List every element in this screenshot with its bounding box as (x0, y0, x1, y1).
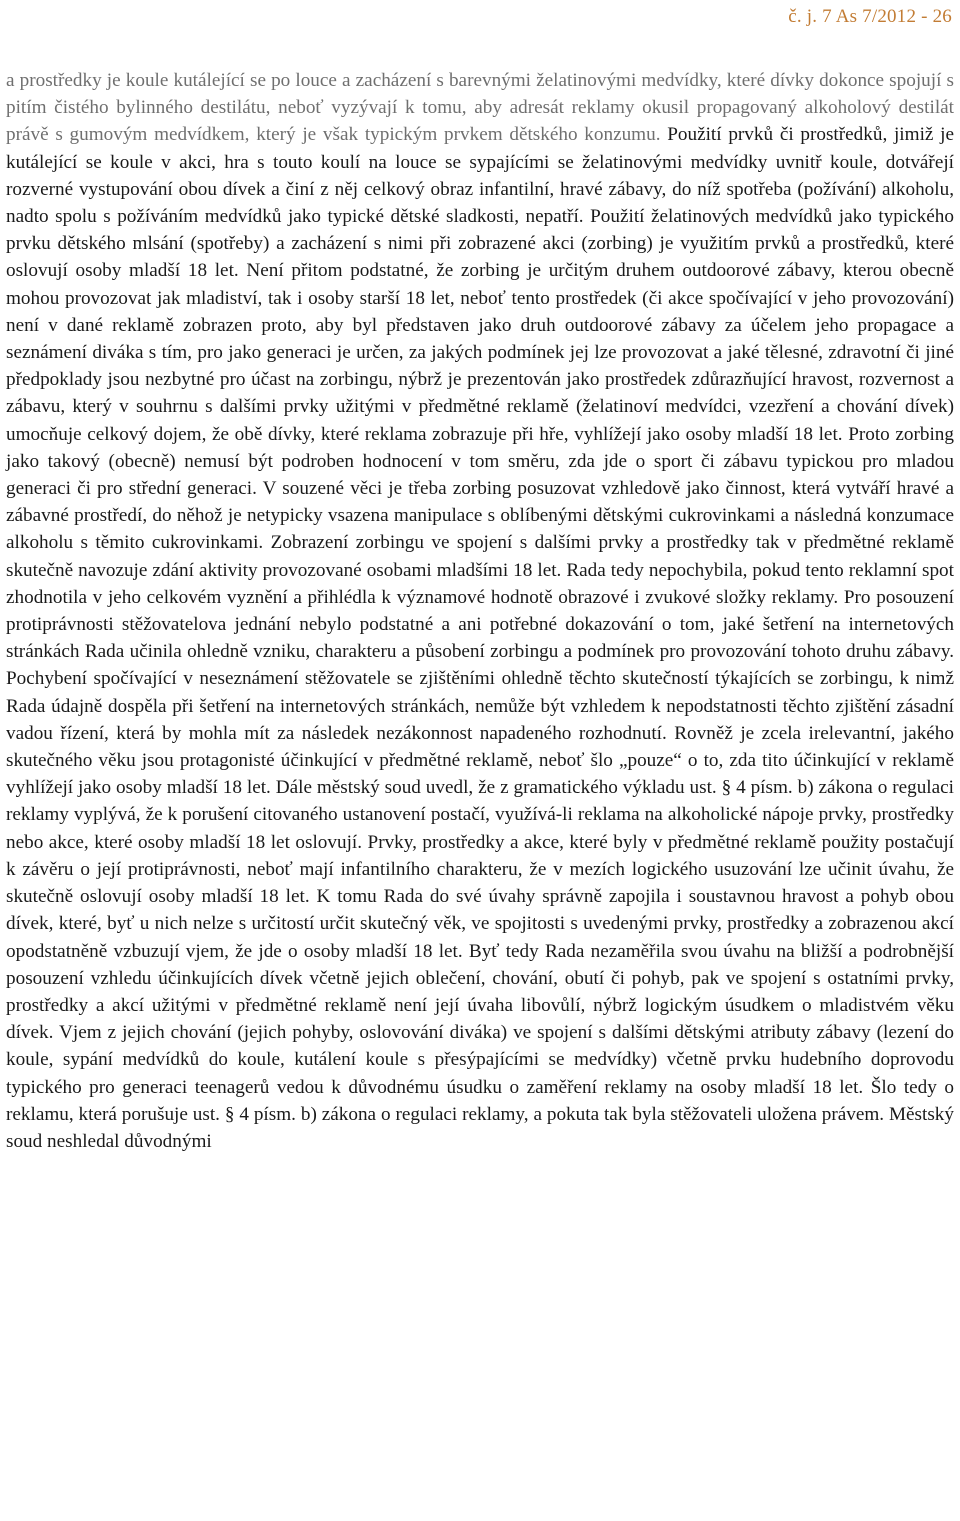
case-number-header: č. j. 7 As 7/2012 - 26 (788, 6, 952, 27)
main-text: Použití prvků či prostředků, jimiž je kutálející se koule v akci, hra s touto koulí na louce se sypajícími se želatinovými medvídky uvnitř koule, dotvářejí rozverné vystupování obou dívek a činí z něj celkový obraz infantilní, hravé zábavy, do níž spotřeba (požívání) alkoholu, nadto spolu s požíváním medvídků jako typické dětské sladkosti, nepatří. Použití želatinových medvídků jako typického prvku dětského mlsání (spotřeby) a zacházení s nimi při zobrazené akci (zorbing) je využitím prvků a prostředků, které oslovují osoby mladší 18 let. Není přitom podstatné, že zorbing je určitým druhem outdoorové zábavy, kterou obecně mohou provozovat jak mladiství, tak i osoby starší 18 let, neboť tento prostředek (či akce spočívající v jeho provozování) není v dané reklamě zobrazen proto, aby byl představen jako druh outdoorové zábavy za účelem jeho propagace a seznámení diváka s tím, pro jako generaci je určen, za jakých podmínek jej lze provozovat a jaké tělesné, zdravotní či jiné předpoklady jsou nezbytné pro účast na zorbingu, nýbrž je prezentován jako prostředek zdůrazňující hravost, rozvernost a zábavu, který v souhrnu s dalšími prvky užitými v předmětné reklamě (želatinoví medvídci, vzezření a chování dívek) umocňuje celkový dojem, že obě dívky, které reklama zobrazuje při hře, vyhlížejí jako osoby mladší 18 let. Proto zorbing jako takový (obecně) nemusí být podroben hodnocení v tom směru, zda jde o sport či zábavu typickou pro mladou generaci či pro střední generaci. V souzené věci je třeba zorbing posuzovat vzhledově jako činnost, která vytváří hravé a zábavné prostředí, do něhož je netypicky vsazena manipulace s oblíbenými dětskými cukrovinkami a následná konzumace alkoholu s těmito cukrovinkami. Zobrazení zorbingu ve spojení s dalšími prvky a prostředky tak v předmětné reklamě skutečně navozuje zdání aktivity provozované osobami mladšími 18 let. Rada tedy nepochybila, pokud tento reklamní spot zhodnotila v jeho celkovém vyznění a přihlédla k významové hodnotě obrazové i zvukové složky reklamy. Pro posouzení protiprávnosti stěžovatelova jednání nebylo podstatné a ani potřebné dokazování o tom, jaké šetření na internetových stránkách Rada učinila ohledně vzniku, charakteru a působení zorbingu a podmínek pro provozování tohoto druhu zábavy. Pochybení spočívající v neseznámení stěžovatele se zjištěními ohledně těchto skutečností týkajících se zorbingu, k nimž Rada údajně dospěla při šetření na internetových stránkách, nemůže být vzhledem k nepodstatnosti těchto zjištění zásadní vadou řízení, která by mohla mít za následek nezákonnost napadeného rozhodnutí. Rovněž je zcela irelevantní, jakého skutečného věku jsou protagonisté účinkující v předmětné reklamě, neboť šlo „pouze“ o to, zda tito účinkující v reklamě vyhlížejí jako osoby mladší 18 let. Dále městský soud uvedl, že z gramatického výkladu ust. § 4 písm. b) zákona o regulaci reklamy vyplývá, že k porušení citovaného ustanovení postačí, využívá-li reklama na alkoholické nápoje prvky, prostředky nebo akce, které osoby mladší 18 let oslovují. Prvky, prostředky a akce, které byly v předmětné reklamě použity postačují k závěru o její protiprávnosti, neboť mají infantilního charakteru, že v mezích logického usuzování lze učinit úvahu, že skutečně oslovují osoby mladší 18 let. K tomu Rada do své úvahy správně zapojila i soustavnou hravost a pohyb obou dívek, které, byť u nich nelze s určitostí určit skutečný věk, ve spojitosti s uvedenými prvky, prostředky a zobrazenou akcí opodstatněně vzbuzují vjem, že jde o osoby mladší 18 let. Byť tedy Rada nezaměřila svou úvahu na bližší a podrobnější posouzení vzhledu účinkujících dívek včetně jejich oblečení, chování, obutí či pohyb, pak ve spojení s ostatními prvky, prostředky a akcí užitými v předmětné reklamě není její úvaha libovůlí, nýbrž logickým úsudkem o mladistvém věku dívek. Vjem z jejich chování (jejich pohyby, oslovování diváka) ve spojení s dalšími dětskými atributy zábavy (lezení do koule, sypání medvídků do koule, kutálení koule s přesýpajícími se medvídky) včetně prvku hudebního doprovodu typického pro generaci teenagerů vedou k důvodnému úsudku o zaměření reklamy na osoby mladší 18 let. Šlo tedy o reklamu, která porušuje ust. § 4 písm. b) zákona o regulaci reklamy, a pokuta tak byla stěžovateli uložena právem. Městský soud neshledal důvodnými (6, 124, 954, 1152)
body-paragraph (6, 67, 954, 1155)
faded-lead-text: a prostředky je koule kutálející se po louce a zacházení s barevnými želatinovými medvídky, které dívky dokonce spojují s pitím čistého bylinného destilátu, neboť vyzývají k tomu, aby adresát reklamy okusil propagovaný alkoholový destilát právě s gumovým medvídkem, který je však typickým prvkem dětského konzumu. (6, 70, 954, 146)
